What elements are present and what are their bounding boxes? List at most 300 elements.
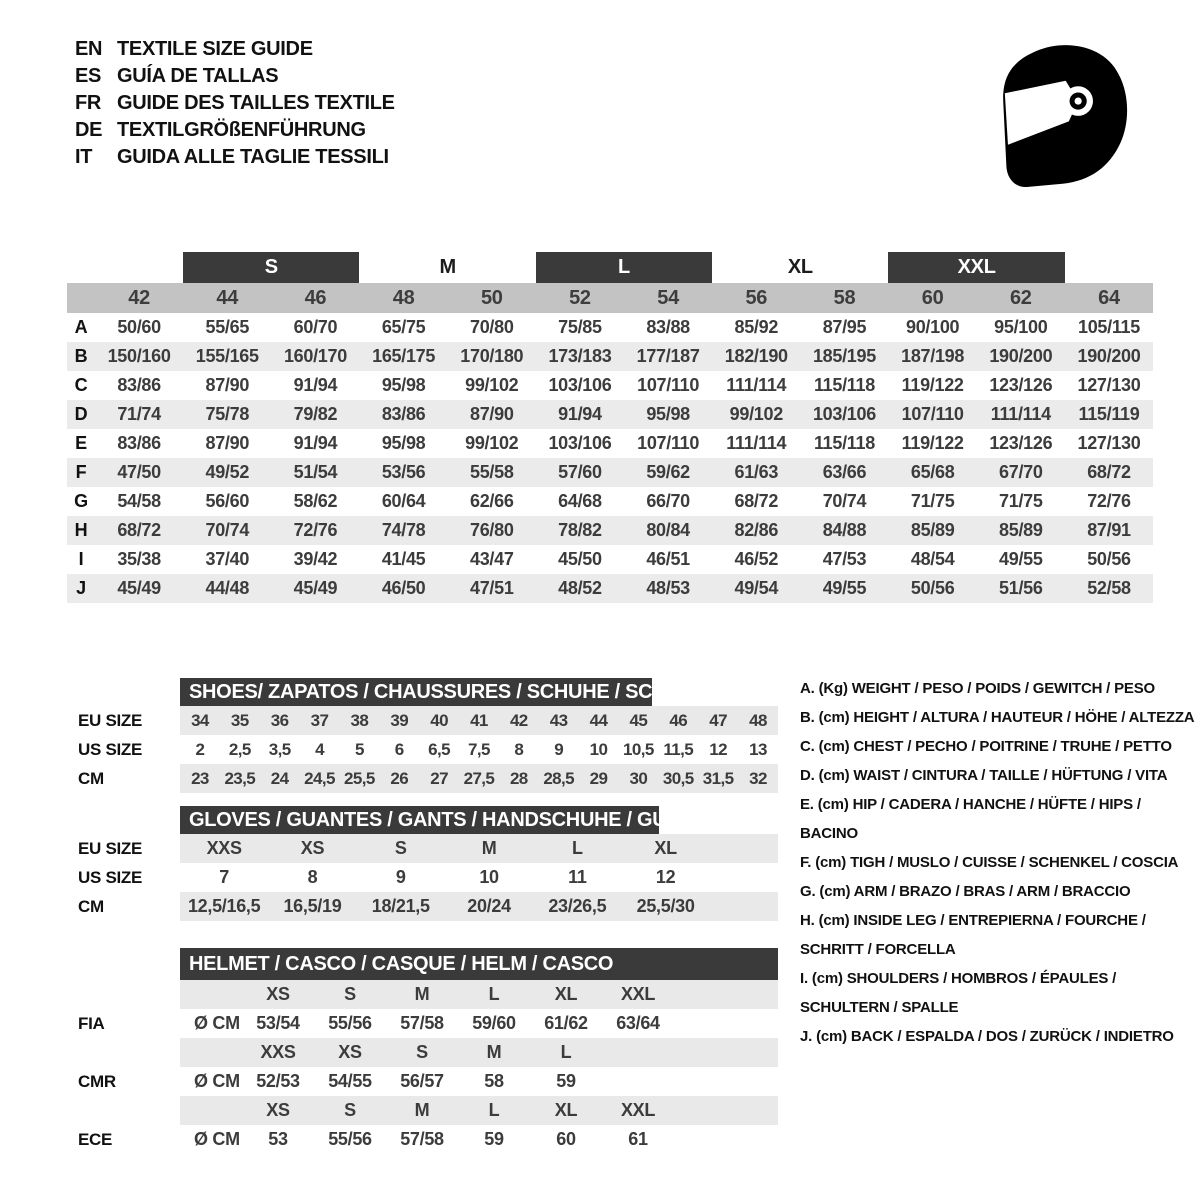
measurement-value: 72/76 xyxy=(1087,491,1131,511)
measurement-value: 85/92 xyxy=(734,317,779,337)
helmet-values-row-ece xyxy=(180,1125,778,1154)
measurement-value: 74/78 xyxy=(381,520,426,540)
measurement-value: 48/54 xyxy=(910,549,955,569)
helmet-circumference-value: 59/60 xyxy=(472,1013,516,1033)
helmet-size: L xyxy=(560,1042,572,1062)
helmet-sizes-row-fia xyxy=(180,980,778,1009)
size-group-xxl: XXL xyxy=(888,252,1064,283)
measurement-value: 107/110 xyxy=(637,433,700,453)
measurement-value: 127/130 xyxy=(1077,433,1141,453)
shoes-cm-value: 23 xyxy=(191,768,209,788)
shoes-us-size: 4 xyxy=(315,739,324,759)
measurement-row-f xyxy=(67,458,1153,487)
measurement-value: 83/86 xyxy=(117,375,161,395)
helmet-size-table xyxy=(67,948,778,1154)
measurement-value: 170/180 xyxy=(460,346,524,366)
shoes-eu-size: 46 xyxy=(669,710,688,730)
gloves-cm-value: 20/24 xyxy=(467,896,511,916)
measurement-value: 87/90 xyxy=(470,404,514,424)
gloves-section-title-bar: GLOVES / GUANTES / GANTS / HANDSCHUHE / GUANTI xyxy=(180,806,659,834)
helmet-size: XXL xyxy=(620,984,656,1004)
measurement-value: 85/89 xyxy=(910,520,955,540)
shoes-cm-value: 29 xyxy=(589,768,608,788)
measurement-value: 58/62 xyxy=(293,491,338,511)
gloves-us-size: 8 xyxy=(307,867,318,887)
helmet-size: M xyxy=(486,1042,502,1062)
measurement-value: 45/50 xyxy=(558,549,602,569)
gloves-cm-row xyxy=(180,892,778,921)
gloves-eu-size: M xyxy=(481,838,497,858)
shoes-eu-size-label: EU SIZE xyxy=(78,710,143,730)
shoes-eu-size: 39 xyxy=(390,710,409,730)
language-row xyxy=(75,144,395,171)
row-key: B xyxy=(74,346,88,366)
helmet-values-row-fia xyxy=(180,1009,778,1038)
size-group-l: L xyxy=(536,252,712,283)
measurement-value: 87/90 xyxy=(205,433,250,453)
measurement-value: 83/88 xyxy=(646,317,690,337)
helmet-size: M xyxy=(414,1100,430,1120)
gloves-eu-size: XL xyxy=(654,838,677,858)
shoes-us-size: 13 xyxy=(749,739,767,759)
gloves-us-size-label: US SIZE xyxy=(78,867,143,887)
measurement-value: 78/82 xyxy=(558,520,602,540)
language-code: IT xyxy=(75,146,93,168)
legend-line: J. (cm) BACK / ESPALDA / DOS / ZURÜCK / INDIETRO xyxy=(800,1028,1174,1045)
measurement-value: 127/130 xyxy=(1077,375,1141,395)
measurement-value: 55/65 xyxy=(205,317,250,337)
measurement-value: 43/47 xyxy=(470,549,514,569)
helmet-size: S xyxy=(416,1042,428,1062)
gloves-cm-value: 23/26,5 xyxy=(548,896,607,916)
measurement-value: 182/190 xyxy=(724,346,788,366)
measurement-value: 37/40 xyxy=(205,549,250,569)
measurement-value: 72/76 xyxy=(293,520,338,540)
measurement-value: 190/200 xyxy=(1077,346,1141,366)
measurement-value: 99/102 xyxy=(729,404,783,424)
measurement-value: 99/102 xyxy=(465,433,519,453)
measurement-value: 95/98 xyxy=(646,404,690,424)
shoes-us-size: 10,5 xyxy=(623,739,654,759)
gloves-us-size: 9 xyxy=(395,867,406,887)
measurement-value: 111/114 xyxy=(990,404,1051,424)
measurement-value: 119/122 xyxy=(901,375,964,395)
shoes-us-size: 5 xyxy=(354,739,364,759)
language-code: FR xyxy=(75,92,102,114)
measurement-value: 165/175 xyxy=(372,346,436,366)
row-key: F xyxy=(75,462,87,482)
measurement-value: 190/200 xyxy=(989,346,1053,366)
measurement-value: 45/49 xyxy=(117,578,161,598)
helmet-sizes-row-cmr xyxy=(180,1038,778,1067)
shoes-us-size: 2 xyxy=(195,739,205,759)
measurement-value: 45/49 xyxy=(293,578,338,598)
measurement-value: 75/78 xyxy=(205,404,250,424)
measurement-value: 46/50 xyxy=(381,578,426,598)
measurement-value: 56/60 xyxy=(205,491,250,511)
legend-line: F. (cm) TIGH / MUSLO / CUISSE / SCHENKEL / COSCIA xyxy=(800,854,1179,871)
shoes-us-size-label: US SIZE xyxy=(78,739,143,759)
size-column-header: 60 xyxy=(921,286,944,309)
measurement-value: 95/98 xyxy=(381,375,426,395)
racing-helmet-icon-svg xyxy=(983,28,1139,196)
group-header-spacer xyxy=(67,252,183,283)
row-key: D xyxy=(74,404,88,424)
measurement-value: 90/100 xyxy=(906,317,960,337)
measurement-value: 48/52 xyxy=(558,578,602,598)
measurement-value: 87/91 xyxy=(1087,520,1131,540)
measurement-value: 87/95 xyxy=(822,317,867,337)
language-code: DE xyxy=(75,119,103,141)
measurement-value: 59/62 xyxy=(646,462,690,482)
measurement-value: 49/55 xyxy=(822,578,867,598)
legend-line: C. (cm) CHEST / PECHO / POITRINE / TRUHE / PETTO xyxy=(800,738,1172,755)
measurement-value: 44/48 xyxy=(205,578,250,598)
shoes-us-size: 8 xyxy=(514,739,524,759)
helmet-circumference-value: 58 xyxy=(484,1071,504,1091)
shoes-us-size: 12 xyxy=(709,739,727,759)
helmet-circumference-value: 53/54 xyxy=(256,1013,300,1033)
measurement-value: 155/165 xyxy=(195,346,259,366)
measurement-value: 65/75 xyxy=(381,317,426,337)
helmet-unit-label: Ø CM xyxy=(194,1013,240,1033)
shoes-cm-value: 32 xyxy=(749,768,767,788)
measurement-value: 123/126 xyxy=(989,433,1053,453)
measurement-legend xyxy=(800,674,1200,1051)
measurement-rows xyxy=(67,313,1153,603)
shoes-eu-size: 41 xyxy=(470,710,488,730)
size-column-header: 64 xyxy=(1098,286,1120,309)
shoes-eu-size: 34 xyxy=(191,710,209,730)
helmet-circumference-value: 57/58 xyxy=(400,1129,444,1149)
helmet-values-row-cmr xyxy=(180,1067,778,1096)
measurement-value: 95/98 xyxy=(381,433,426,453)
measurement-value: 123/126 xyxy=(989,375,1053,395)
measurement-value: 99/102 xyxy=(465,375,519,395)
shoes-eu-size-row xyxy=(180,706,778,735)
measurement-value: 47/51 xyxy=(470,578,514,598)
language-title: GUÍA DE TALLAS xyxy=(117,65,279,87)
shoes-cm-value: 30,5 xyxy=(662,768,694,788)
shoes-us-size: 11,5 xyxy=(663,739,694,759)
language-code: ES xyxy=(75,65,102,87)
helmet-standard-fia-label: FIA xyxy=(78,1013,105,1033)
helmet-circumference-value: 61/62 xyxy=(544,1013,588,1033)
size-group-xl: XL xyxy=(787,256,813,278)
measurement-value: 105/115 xyxy=(1077,317,1140,337)
shoes-cm-value: 31,5 xyxy=(702,768,734,788)
language-row xyxy=(75,90,395,117)
helmet-circumference-value: 55/56 xyxy=(328,1013,372,1033)
shoes-eu-size: 37 xyxy=(310,710,329,730)
measurement-value: 50/56 xyxy=(910,578,955,598)
measurement-row-h xyxy=(67,516,1153,545)
measurement-value: 66/70 xyxy=(646,491,690,511)
measurement-row-b xyxy=(67,342,1153,371)
measurement-value: 67/70 xyxy=(999,462,1043,482)
measurement-value: 39/42 xyxy=(293,549,338,569)
row-key: G xyxy=(74,491,88,511)
helmet-circumference-value: 52/53 xyxy=(256,1071,300,1091)
gloves-cm-value: 16,5/19 xyxy=(283,896,342,916)
measurement-value: 71/75 xyxy=(910,491,955,511)
helmet-circumference-value: 61 xyxy=(628,1129,648,1149)
helmet-size: L xyxy=(488,1100,500,1120)
shoes-cm-label: CM xyxy=(78,768,104,788)
row-key: A xyxy=(74,317,88,337)
measurement-value: 111/114 xyxy=(726,375,787,395)
shoes-cm-value: 27,5 xyxy=(463,768,495,788)
measurement-value: 50/60 xyxy=(117,317,161,337)
size-column-header: 48 xyxy=(392,286,415,309)
legend-line: A. (Kg) WEIGHT / PESO / POIDS / GEWITCH / PESO xyxy=(800,680,1155,697)
helmet-size: XXL xyxy=(620,1100,656,1120)
shoes-section-title-bar: SHOES/ ZAPATOS / CHAUSSURES / SCHUHE / SCARPE xyxy=(180,678,652,706)
measurement-value: 49/55 xyxy=(999,549,1043,569)
helmet-circumference-value: 55/56 xyxy=(328,1129,372,1149)
shoes-eu-size: 36 xyxy=(270,710,289,730)
measurement-value: 103/106 xyxy=(812,404,876,424)
measurement-value: 91/94 xyxy=(558,404,602,424)
gloves-cm-label: CM xyxy=(78,896,104,916)
measurement-value: 60/64 xyxy=(381,491,426,511)
measurement-row-e xyxy=(67,429,1153,458)
gloves-size-table xyxy=(67,806,778,921)
size-group-m: M xyxy=(439,256,456,278)
shoes-us-size: 7,5 xyxy=(468,739,490,759)
measurement-value: 83/86 xyxy=(117,433,161,453)
size-column-header: 42 xyxy=(128,286,150,309)
measurement-value: 64/68 xyxy=(558,491,602,511)
language-title: TEXTILGRÖßENFÜHRUNG xyxy=(117,119,366,141)
measurement-value: 65/68 xyxy=(910,462,955,482)
helmet-circumference-value: 59 xyxy=(556,1071,576,1091)
measurement-value: 107/110 xyxy=(901,404,964,424)
measurement-value: 82/86 xyxy=(734,520,779,540)
measurement-value: 119/122 xyxy=(901,433,964,453)
shoes-cm-value: 28 xyxy=(509,768,528,788)
legend-line: B. (cm) HEIGHT / ALTURA / HAUTEUR / HÖHE / ALTEZZA xyxy=(800,709,1195,726)
row-key: I xyxy=(78,549,84,569)
group-header-spacer xyxy=(1065,252,1153,283)
measurement-value: 46/51 xyxy=(646,549,690,569)
helmet-sizes-row-ece xyxy=(180,1096,778,1125)
measurement-value: 51/54 xyxy=(293,462,338,482)
shoes-us-size: 6 xyxy=(394,739,404,759)
size-column-header: 56 xyxy=(745,286,768,309)
shoes-cm-value: 27 xyxy=(430,768,448,788)
helmet-size: XL xyxy=(554,984,578,1004)
measurement-row-a xyxy=(67,313,1153,342)
measurement-value: 68/72 xyxy=(1087,462,1131,482)
measurement-value: 51/56 xyxy=(999,578,1043,598)
shoes-us-size: 9 xyxy=(554,739,564,759)
legend-line: I. (cm) SHOULDERS / HOMBROS / ÉPAULES / SCHULTERN / SPALLE xyxy=(800,970,1117,1016)
measurement-value: 53/56 xyxy=(381,462,426,482)
gloves-eu-size: S xyxy=(394,838,407,858)
legend-line: E. (cm) HIP / CADERA / HANCHE / HÜFTE / HIPS / BACINO xyxy=(800,796,1141,842)
shoes-us-size: 2,5 xyxy=(228,739,251,759)
row-key: C xyxy=(74,375,88,395)
language-title: GUIDE DES TAILLES TEXTILE xyxy=(117,92,395,114)
measurement-value: 115/118 xyxy=(813,375,875,395)
helmet-size: XXS xyxy=(260,1042,296,1062)
gloves-eu-size: L xyxy=(571,838,583,858)
gloves-cm-value: 12,5/16,5 xyxy=(187,896,261,916)
measurement-value: 83/86 xyxy=(381,404,426,424)
measurement-value: 177/187 xyxy=(636,346,700,366)
measurement-value: 173/183 xyxy=(548,346,612,366)
shoes-us-size: 10 xyxy=(589,739,608,759)
measurement-value: 50/56 xyxy=(1087,549,1131,569)
shoes-eu-size: 42 xyxy=(509,710,528,730)
measurement-value: 185/195 xyxy=(812,346,876,366)
measurement-value: 87/90 xyxy=(205,375,250,395)
gloves-cm-value: 25,5/30 xyxy=(636,896,695,916)
measurement-value: 49/54 xyxy=(734,578,779,598)
shoes-cm-value: 24,5 xyxy=(304,768,335,788)
helmet-size: S xyxy=(344,984,356,1004)
legend-line: G. (cm) ARM / BRAZO / BRAS / ARM / BRACCIO xyxy=(800,883,1131,900)
measurement-value: 150/160 xyxy=(107,346,171,366)
numeric-size-header-row xyxy=(67,283,1153,313)
gloves-eu-size: XXS xyxy=(206,838,242,858)
shoes-cm-value: 24 xyxy=(270,768,289,788)
measurement-row-j xyxy=(67,574,1153,603)
shoes-cm-row xyxy=(180,764,778,793)
measurement-value: 75/85 xyxy=(558,317,602,337)
measurement-value: 57/60 xyxy=(558,462,602,482)
measurement-value: 52/58 xyxy=(1087,578,1131,598)
measurement-value: 70/80 xyxy=(470,317,514,337)
helmet-circumference-value: 59 xyxy=(484,1129,504,1149)
helmet-circumference-value: 60 xyxy=(556,1129,576,1149)
measurement-value: 95/100 xyxy=(994,317,1048,337)
helmet-circumference-value: 53 xyxy=(268,1129,288,1149)
measurement-row-i xyxy=(67,545,1153,574)
measurement-value: 54/58 xyxy=(117,491,161,511)
measurement-value: 60/70 xyxy=(293,317,338,337)
shoes-eu-size: 48 xyxy=(749,710,767,730)
size-group-header-row xyxy=(67,252,1153,283)
measurement-value: 84/88 xyxy=(822,520,867,540)
measurement-value: 91/94 xyxy=(293,375,338,395)
measurement-value: 103/106 xyxy=(548,433,612,453)
measurement-value: 70/74 xyxy=(205,520,250,540)
size-column-header: 58 xyxy=(833,286,856,309)
legend-line: H. (cm) INSIDE LEG / ENTREPIERNA / FOURCHE / SCHRITT / FORCELLA xyxy=(800,912,1146,958)
measurement-value: 63/66 xyxy=(822,462,867,482)
measurement-value: 103/106 xyxy=(548,375,612,395)
shoes-eu-size: 38 xyxy=(350,710,369,730)
gloves-us-size: 12 xyxy=(655,867,676,887)
shoes-eu-size: 40 xyxy=(430,710,448,730)
language-row xyxy=(75,63,395,90)
helmet-size: M xyxy=(414,984,430,1004)
measurement-value: 80/84 xyxy=(646,520,690,540)
shoes-eu-size: 45 xyxy=(629,710,648,730)
measurement-value: 107/110 xyxy=(637,375,700,395)
measurement-value: 62/66 xyxy=(470,491,514,511)
row-key: J xyxy=(76,578,86,598)
language-row xyxy=(75,36,395,63)
shoes-size-table xyxy=(67,678,778,793)
measurement-row-g xyxy=(67,487,1153,516)
shoes-cm-value: 23,5 xyxy=(224,768,256,788)
gloves-eu-size-row xyxy=(180,834,778,863)
measurement-value: 115/119 xyxy=(1078,404,1140,424)
size-column-header: 54 xyxy=(657,286,679,309)
language-title-list xyxy=(75,36,395,171)
measurement-value: 187/198 xyxy=(901,346,965,366)
gloves-us-size: 11 xyxy=(568,867,587,887)
helmet-size: XS xyxy=(338,1042,362,1062)
gloves-eu-size: XS xyxy=(300,838,325,858)
measurement-value: 85/89 xyxy=(999,520,1043,540)
size-column-header: 52 xyxy=(569,286,591,309)
measurement-value: 61/63 xyxy=(734,462,779,482)
measurement-value: 35/38 xyxy=(117,549,161,569)
gloves-us-size: 10 xyxy=(479,867,499,887)
measurement-value: 68/72 xyxy=(117,520,161,540)
helmet-size: XS xyxy=(266,984,290,1004)
row-key: E xyxy=(75,433,87,453)
helmet-size: L xyxy=(488,984,500,1004)
shoes-cm-value: 28,5 xyxy=(543,768,574,788)
shoes-cm-value: 26 xyxy=(390,768,409,788)
measurement-value: 115/118 xyxy=(813,433,875,453)
shoes-eu-size: 47 xyxy=(709,710,727,730)
measurement-value: 68/72 xyxy=(734,491,779,511)
helmet-standard-ece-label: ECE xyxy=(78,1129,113,1149)
helmet-size: XL xyxy=(554,1100,578,1120)
measurement-value: 160/170 xyxy=(283,346,347,366)
shoes-us-size: 6,5 xyxy=(428,739,450,759)
measurement-value: 41/45 xyxy=(381,549,426,569)
measurement-value: 91/94 xyxy=(293,433,338,453)
measurement-value: 46/52 xyxy=(734,549,779,569)
language-code: EN xyxy=(75,38,103,60)
gloves-cm-value: 18/21,5 xyxy=(371,896,430,916)
measurement-value: 71/74 xyxy=(117,404,161,424)
gloves-us-size: 7 xyxy=(219,867,229,887)
helmet-standard-cmr-label: CMR xyxy=(78,1071,116,1091)
racing-helmet-icon xyxy=(983,28,1139,196)
textile-size-table xyxy=(67,252,1153,603)
measurement-value: 49/52 xyxy=(205,462,250,482)
size-column-header: 46 xyxy=(304,286,327,309)
helmet-unit-label: Ø CM xyxy=(194,1071,240,1091)
language-row xyxy=(75,117,395,144)
shoes-us-size-row xyxy=(180,735,778,764)
measurement-value: 111/114 xyxy=(726,433,787,453)
gloves-us-size-row xyxy=(180,863,778,892)
row-key: H xyxy=(74,520,88,540)
helmet-circumference-value: 54/55 xyxy=(328,1071,372,1091)
measurement-value: 48/53 xyxy=(646,578,690,598)
shoes-cm-value: 30 xyxy=(629,768,648,788)
shoes-eu-size: 43 xyxy=(549,710,568,730)
gloves-eu-size-label: EU SIZE xyxy=(78,838,143,858)
helmet-size: S xyxy=(344,1100,356,1120)
measurement-value: 55/58 xyxy=(470,462,514,482)
language-title: TEXTILE SIZE GUIDE xyxy=(117,38,313,60)
language-title: GUIDA ALLE TAGLIE TESSILI xyxy=(117,146,389,168)
measurement-value: 47/50 xyxy=(117,462,161,482)
shoes-eu-size: 44 xyxy=(589,710,608,730)
shoes-us-size: 3,5 xyxy=(268,739,291,759)
legend-line: D. (cm) WAIST / CINTURA / TAILLE / HÜFTUNG / VITA xyxy=(800,767,1168,784)
